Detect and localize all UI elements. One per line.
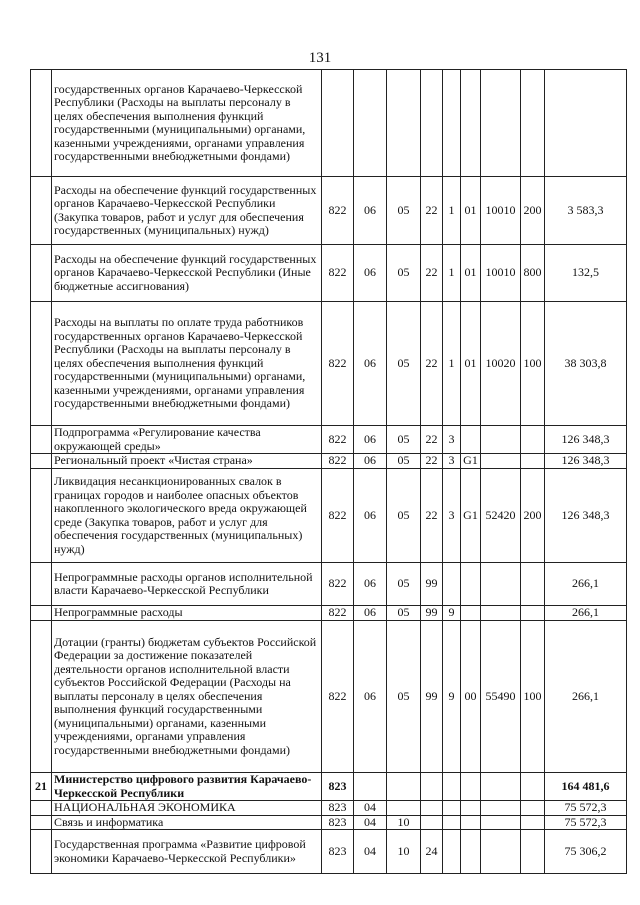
cell-pr bbox=[387, 70, 421, 177]
cell-pr: 10 bbox=[387, 815, 421, 830]
cell-desc: Ликвидация несанкционированных свалок в границах городов и наиболее опасных объектов накопленного экологического вреда окружающей среде (Закупка товаров, работ и услуг для обеспечения государственных (муниципальных) нужд) bbox=[52, 469, 322, 563]
cell-pr: 05 bbox=[387, 426, 421, 454]
cell-num bbox=[31, 830, 52, 874]
cell-cs3: 01 bbox=[461, 302, 481, 426]
cell-desc: Расходы на обеспечение функций государственных органов Карачаево-Черкесской Республики (Иные бюджетные ассигнования) bbox=[52, 245, 322, 302]
page-number: 131 bbox=[308, 50, 332, 66]
cell-num bbox=[31, 245, 52, 302]
cell-cs2 bbox=[443, 70, 461, 177]
cell-cs3: 00 bbox=[461, 621, 481, 773]
cell-num bbox=[31, 469, 52, 563]
cell-sum: 164 481,6 bbox=[545, 773, 627, 801]
cell-pr: 05 bbox=[387, 177, 421, 245]
cell-pr: 05 bbox=[387, 454, 421, 469]
cell-cs3 bbox=[461, 426, 481, 454]
cell-vr bbox=[521, 606, 545, 621]
cell-ved: 822 bbox=[322, 454, 354, 469]
cell-cs4 bbox=[481, 426, 521, 454]
cell-cs1 bbox=[421, 70, 443, 177]
cell-num bbox=[31, 302, 52, 426]
cell-num bbox=[31, 606, 52, 621]
table-row bbox=[31, 563, 627, 606]
cell-rz: 04 bbox=[354, 815, 387, 830]
cell-cs4 bbox=[481, 70, 521, 177]
cell-cs1: 99 bbox=[421, 606, 443, 621]
cell-cs3 bbox=[461, 773, 481, 801]
table-row bbox=[31, 302, 627, 426]
cell-cs2 bbox=[443, 830, 461, 874]
cell-rz: 06 bbox=[354, 469, 387, 563]
cell-rz: 06 bbox=[354, 245, 387, 302]
cell-num bbox=[31, 621, 52, 773]
cell-ved: 822 bbox=[322, 177, 354, 245]
cell-ved: 823 bbox=[322, 773, 354, 801]
cell-vr bbox=[521, 815, 545, 830]
cell-rz bbox=[354, 70, 387, 177]
cell-desc: государственных органов Карачаево-Черкесской Республики (Расходы на выплаты персоналу в целях обеспечения выполнения функций государственными (муниципальными) органами, казенными учреждениями, органами управления государственными внебюджетными фондами) bbox=[52, 70, 322, 177]
cell-ved: 823 bbox=[322, 815, 354, 830]
cell-pr: 05 bbox=[387, 245, 421, 302]
cell-cs2: 3 bbox=[443, 469, 461, 563]
cell-cs2: 1 bbox=[443, 245, 461, 302]
cell-cs2: 3 bbox=[443, 426, 461, 454]
table-row bbox=[31, 801, 627, 816]
cell-rz bbox=[354, 773, 387, 801]
cell-num bbox=[31, 426, 52, 454]
cell-cs4 bbox=[481, 454, 521, 469]
cell-rz: 06 bbox=[354, 302, 387, 426]
cell-pr: 05 bbox=[387, 621, 421, 773]
cell-cs2: 9 bbox=[443, 606, 461, 621]
cell-cs4 bbox=[481, 606, 521, 621]
cell-sum: 38 303,8 bbox=[545, 302, 627, 426]
cell-cs3 bbox=[461, 563, 481, 606]
table-row bbox=[31, 245, 627, 302]
cell-cs3: 01 bbox=[461, 177, 481, 245]
cell-vr: 200 bbox=[521, 469, 545, 563]
table-row bbox=[31, 454, 627, 469]
cell-cs2 bbox=[443, 563, 461, 606]
cell-rz: 06 bbox=[354, 426, 387, 454]
cell-sum: 126 348,3 bbox=[545, 454, 627, 469]
cell-cs4: 52420 bbox=[481, 469, 521, 563]
cell-num: 21 bbox=[31, 773, 52, 801]
cell-cs4: 55490 bbox=[481, 621, 521, 773]
cell-sum bbox=[545, 70, 627, 177]
cell-cs2 bbox=[443, 801, 461, 816]
cell-vr: 800 bbox=[521, 245, 545, 302]
table-row bbox=[31, 426, 627, 454]
cell-cs2: 1 bbox=[443, 177, 461, 245]
cell-pr: 05 bbox=[387, 469, 421, 563]
cell-vr: 100 bbox=[521, 621, 545, 773]
cell-sum: 266,1 bbox=[545, 563, 627, 606]
cell-ved: 822 bbox=[322, 245, 354, 302]
cell-cs4 bbox=[481, 801, 521, 816]
cell-cs4 bbox=[481, 815, 521, 830]
cell-cs1: 24 bbox=[421, 830, 443, 874]
cell-cs1: 22 bbox=[421, 426, 443, 454]
cell-cs4: 10020 bbox=[481, 302, 521, 426]
cell-rz: 04 bbox=[354, 830, 387, 874]
cell-num bbox=[31, 563, 52, 606]
cell-ved bbox=[322, 70, 354, 177]
cell-rz: 06 bbox=[354, 621, 387, 773]
cell-cs1: 22 bbox=[421, 454, 443, 469]
cell-sum: 75 572,3 bbox=[545, 801, 627, 816]
cell-num bbox=[31, 801, 52, 816]
cell-desc: НАЦИОНАЛЬНАЯ ЭКОНОМИКА bbox=[52, 801, 322, 816]
cell-vr bbox=[521, 801, 545, 816]
cell-sum: 126 348,3 bbox=[545, 426, 627, 454]
cell-sum: 266,1 bbox=[545, 621, 627, 773]
cell-cs3 bbox=[461, 606, 481, 621]
table-row bbox=[31, 773, 627, 801]
cell-vr bbox=[521, 830, 545, 874]
cell-pr: 05 bbox=[387, 563, 421, 606]
cell-cs1: 22 bbox=[421, 302, 443, 426]
cell-cs4: 10010 bbox=[481, 177, 521, 245]
cell-desc: Региональный проект «Чистая страна» bbox=[52, 454, 322, 469]
table-row bbox=[31, 469, 627, 563]
cell-ved: 823 bbox=[322, 801, 354, 816]
cell-cs1 bbox=[421, 815, 443, 830]
cell-desc: Государственная программа «Развитие цифровой экономики Карачаево-Черкесской Республики» bbox=[52, 830, 322, 874]
table-row bbox=[31, 815, 627, 830]
cell-desc: Министерство цифрового развития Карачаево-Черкесской Республики bbox=[52, 773, 322, 801]
cell-sum: 75 306,2 bbox=[545, 830, 627, 874]
cell-sum: 132,5 bbox=[545, 245, 627, 302]
cell-ved: 823 bbox=[322, 830, 354, 874]
cell-vr: 100 bbox=[521, 302, 545, 426]
cell-cs4: 10010 bbox=[481, 245, 521, 302]
cell-rz: 06 bbox=[354, 606, 387, 621]
cell-rz: 06 bbox=[354, 177, 387, 245]
cell-num bbox=[31, 70, 52, 177]
cell-cs3: 01 bbox=[461, 245, 481, 302]
cell-desc: Расходы на обеспечение функций государственных органов Карачаево-Черкесской Республики (Закупка товаров, работ и услуг для обеспечения государственных (муниципальных) нужд) bbox=[52, 177, 322, 245]
cell-cs1: 22 bbox=[421, 177, 443, 245]
cell-ved: 822 bbox=[322, 563, 354, 606]
cell-num bbox=[31, 815, 52, 830]
cell-cs2 bbox=[443, 815, 461, 830]
cell-cs3: G1 bbox=[461, 469, 481, 563]
cell-desc: Связь и информатика bbox=[52, 815, 322, 830]
cell-ved: 822 bbox=[322, 469, 354, 563]
cell-ved: 822 bbox=[322, 426, 354, 454]
cell-rz: 06 bbox=[354, 563, 387, 606]
cell-cs1: 22 bbox=[421, 245, 443, 302]
cell-cs2: 9 bbox=[443, 621, 461, 773]
budget-table bbox=[30, 69, 627, 874]
cell-cs2: 1 bbox=[443, 302, 461, 426]
cell-vr bbox=[521, 454, 545, 469]
cell-cs4 bbox=[481, 563, 521, 606]
cell-cs3 bbox=[461, 70, 481, 177]
cell-num bbox=[31, 177, 52, 245]
cell-cs4 bbox=[481, 830, 521, 874]
cell-desc: Непрограммные расходы bbox=[52, 606, 322, 621]
cell-sum: 75 572,3 bbox=[545, 815, 627, 830]
cell-desc: Расходы на выплаты по оплате труда работников государственных органов Карачаево-Черкесской Республики (Расходы на выплаты персоналу в целях обеспечения выполнения функций государственными (муниципальными) органами, казенными учреждениями, органами управления государственными внебюджетными фондами) bbox=[52, 302, 322, 426]
table-row bbox=[31, 830, 627, 874]
cell-cs1: 99 bbox=[421, 563, 443, 606]
cell-cs3 bbox=[461, 801, 481, 816]
cell-cs2 bbox=[443, 773, 461, 801]
cell-vr: 200 bbox=[521, 177, 545, 245]
cell-pr bbox=[387, 773, 421, 801]
cell-cs2: 3 bbox=[443, 454, 461, 469]
table-row bbox=[31, 606, 627, 621]
cell-desc: Непрограммные расходы органов исполнительной власти Карачаево-Черкесской Республики bbox=[52, 563, 322, 606]
cell-sum: 266,1 bbox=[545, 606, 627, 621]
cell-cs1 bbox=[421, 773, 443, 801]
table-row bbox=[31, 177, 627, 245]
cell-vr bbox=[521, 773, 545, 801]
table-row bbox=[31, 621, 627, 773]
cell-vr bbox=[521, 70, 545, 177]
cell-ved: 822 bbox=[322, 606, 354, 621]
cell-pr: 05 bbox=[387, 302, 421, 426]
cell-vr bbox=[521, 563, 545, 606]
cell-pr: 05 bbox=[387, 606, 421, 621]
cell-cs1 bbox=[421, 801, 443, 816]
cell-cs3 bbox=[461, 815, 481, 830]
cell-desc: Дотации (гранты) бюджетам субъектов Российской Федерации за достижение показателей деятельности органов исполнительной власти субъектов Российской Федерации (Расходы на выплаты персоналу в целях обеспечения выполнения функций государственными (муниципальными) органами, казенными учреждениями, органами управления государственными внебюджетными фондами) bbox=[52, 621, 322, 773]
cell-vr bbox=[521, 426, 545, 454]
cell-cs3 bbox=[461, 830, 481, 874]
cell-desc: Подпрограмма «Регулирование качества окружающей среды» bbox=[52, 426, 322, 454]
cell-cs4 bbox=[481, 773, 521, 801]
cell-ved: 822 bbox=[322, 302, 354, 426]
cell-num bbox=[31, 454, 52, 469]
cell-ved: 822 bbox=[322, 621, 354, 773]
cell-cs1: 99 bbox=[421, 621, 443, 773]
cell-pr: 10 bbox=[387, 830, 421, 874]
cell-rz: 04 bbox=[354, 801, 387, 816]
cell-cs1: 22 bbox=[421, 469, 443, 563]
cell-pr bbox=[387, 801, 421, 816]
table-row bbox=[31, 70, 627, 177]
cell-sum: 3 583,3 bbox=[545, 177, 627, 245]
cell-cs3: G1 bbox=[461, 454, 481, 469]
cell-sum: 126 348,3 bbox=[545, 469, 627, 563]
cell-rz: 06 bbox=[354, 454, 387, 469]
